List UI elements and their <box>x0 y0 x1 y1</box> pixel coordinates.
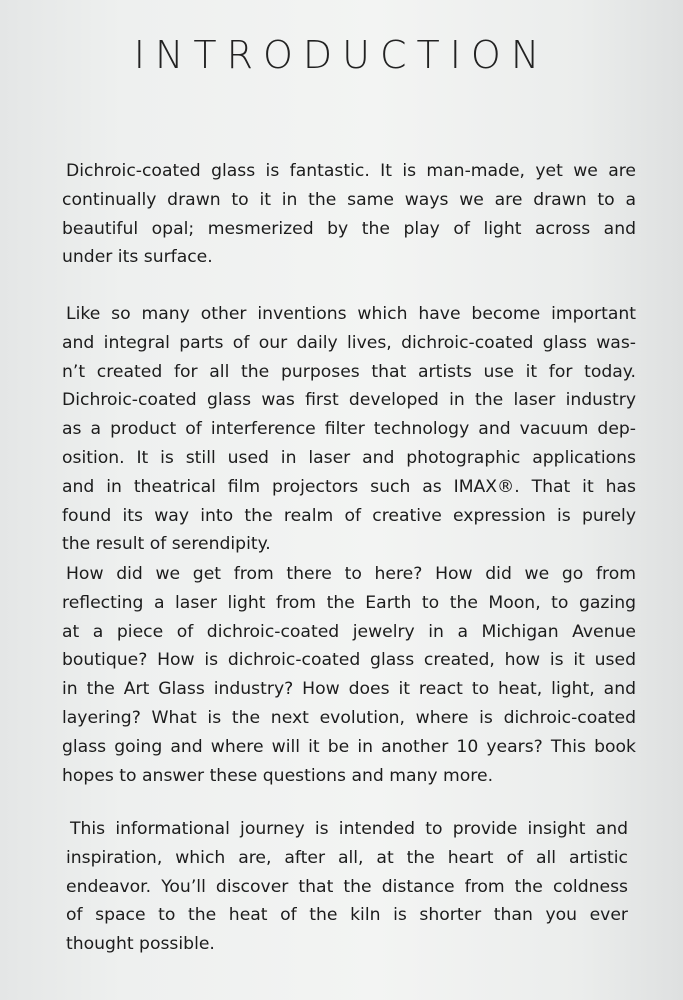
paragraph-line: and integral parts of our daily lives, dichroic-coated glass was- <box>62 332 636 353</box>
paragraph-line: at a piece of dichroic-coated jewelry in a Michigan Avenue <box>62 621 636 642</box>
paragraph-line: continually drawn to it in the same ways we are drawn to a <box>62 189 636 210</box>
paragraph-line: boutique? How is dichroic-coated glass created, how is it used <box>62 650 636 671</box>
paragraph-1 <box>62 157 636 272</box>
paragraph-line: inspiration, which are, after all, at the heart of all artistic <box>66 847 628 868</box>
paragraph-line: Like so many other inventions which have become important <box>66 304 636 324</box>
paragraph-line: beautiful opal; mesmerized by the play of light across and <box>62 218 636 239</box>
paragraph-line: reflecting a laser light from the Earth to the Moon, to gazing <box>62 592 636 613</box>
paragraph-line: How did we get from there to here? How did we go from <box>66 564 636 584</box>
paragraph-line: This informational journey is intended to provide insight and <box>70 819 628 839</box>
paragraph-3 <box>62 560 636 790</box>
paragraph-line: as a product of interference filter technology and vacuum dep- <box>62 419 636 440</box>
paragraph-line: thought possible. <box>66 934 215 955</box>
paragraph-4 <box>66 815 628 959</box>
paragraph-line: under its surface. <box>62 247 213 268</box>
paragraph-line: hopes to answer these questions and many more. <box>62 765 494 786</box>
paragraph-line: osition. It is still used in laser and photographic applications <box>62 447 636 468</box>
paragraph-line: endeavor. You’ll discover that the distance from the coldness <box>66 876 628 897</box>
paragraph-line: layering? What is the next evolution, where is dichroic-coated <box>62 707 636 728</box>
paragraph-2 <box>62 300 636 559</box>
paragraph-line: and in theatrical film projectors such as IMAX®. That it has <box>62 476 636 497</box>
paragraph-line: n’t created for all the purposes that artists use it for today. <box>62 361 636 382</box>
page-title: INTRODUCTION <box>133 33 550 77</box>
paragraph-line: Dichroic-coated glass is fantastic. It is man-made, yet we are <box>66 161 636 181</box>
paragraph-line: glass going and where will it be in another 10 years? This book <box>62 736 636 757</box>
paragraph-line: of space to the heat of the kiln is shorter than you ever <box>66 905 628 926</box>
paragraph-line: in the Art Glass industry? How does it react to heat, light, and <box>62 679 636 700</box>
paragraph-line: found its way into the realm of creative expression is purely <box>62 505 636 526</box>
paragraph-line: Dichroic-coated glass was first developed in the laser industry <box>62 390 636 411</box>
paragraph-line: the result of serendipity. <box>62 534 271 555</box>
